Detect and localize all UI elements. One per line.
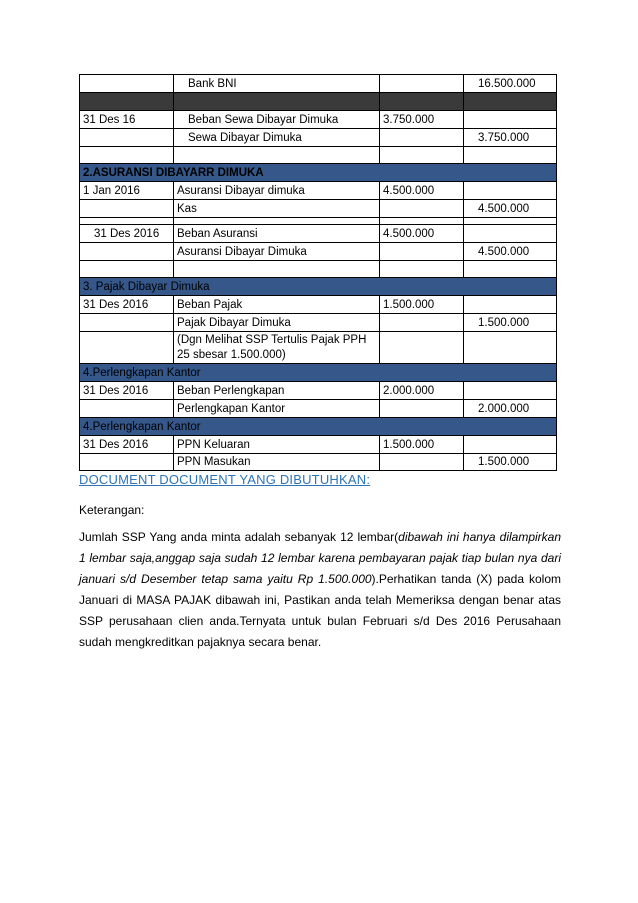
debit-cell bbox=[379, 75, 463, 92]
section-title: 2.ASURANSI DIBAYARR DIMUKA bbox=[79, 164, 557, 181]
date-cell bbox=[79, 400, 173, 417]
journal-row bbox=[79, 224, 557, 242]
credit-cell: 3.750.000 bbox=[463, 129, 557, 146]
account-cell: Beban Pajak bbox=[173, 296, 379, 313]
empty-cell bbox=[379, 93, 463, 110]
empty-cell bbox=[463, 93, 557, 110]
paragraph-italic-text: dibawah ini hanya dilampirkan 1 lembar saja,anggap saja sudah 12 lembar karena pembayaran pajak tiap bulan nya dari januari s/d Desember tetap sama yaitu Rp 1.500.000 bbox=[79, 530, 562, 586]
journal-row bbox=[79, 242, 557, 260]
account-cell: PPN Keluaran bbox=[173, 436, 379, 453]
credit-cell bbox=[463, 296, 557, 313]
date-cell bbox=[79, 129, 173, 146]
date-cell: 31 Des 2016 bbox=[79, 296, 173, 313]
section-header-row bbox=[79, 277, 557, 295]
keterangan-label: Keterangan: bbox=[79, 503, 145, 517]
empty-cell bbox=[173, 218, 379, 224]
account-cell: Beban Perlengkapan bbox=[173, 382, 379, 399]
empty-cell bbox=[79, 261, 173, 277]
journal-row bbox=[79, 331, 557, 363]
journal-row bbox=[79, 110, 557, 128]
date-cell: 31 Des 2016 bbox=[79, 225, 173, 242]
journal-row bbox=[79, 313, 557, 331]
debit-cell bbox=[379, 454, 463, 470]
empty-cell bbox=[379, 261, 463, 277]
paragraph-text-2: ).Perhatikan tanda (X) pada kolom Januari di MASA PAJAK dibawah ini, Pastikan anda telah Memeriksa dengan benar atas SSP perusahaan clien anda.Ternyata untuk bulan Februari s/d Des 2016 Perusahaan sudah mengkreditkan pajaknya secara benar. bbox=[79, 572, 562, 649]
journal-row bbox=[79, 453, 557, 471]
journal-row bbox=[79, 181, 557, 199]
debit-cell bbox=[379, 129, 463, 146]
empty-cell bbox=[173, 93, 379, 110]
date-cell: 31 Des 2016 bbox=[79, 382, 173, 399]
empty-cell bbox=[463, 218, 557, 224]
credit-cell bbox=[463, 111, 557, 128]
credit-cell: 2.000.000 bbox=[463, 400, 557, 417]
journal-row bbox=[79, 128, 557, 146]
empty-cell bbox=[79, 93, 173, 110]
debit-cell bbox=[379, 400, 463, 417]
credit-cell: 16.500.000 bbox=[463, 75, 557, 92]
section-header-row bbox=[79, 363, 557, 381]
blank-row bbox=[79, 146, 557, 163]
debit-cell: 1.500.000 bbox=[379, 436, 463, 453]
debit-cell: 4.500.000 bbox=[379, 182, 463, 199]
journal-row bbox=[79, 381, 557, 399]
credit-cell bbox=[463, 436, 557, 453]
account-cell: Asuransi Dibayar Dimuka bbox=[173, 243, 379, 260]
date-cell bbox=[79, 75, 173, 92]
date-cell bbox=[79, 332, 173, 363]
empty-cell bbox=[173, 261, 379, 277]
blank-row bbox=[79, 260, 557, 277]
debit-cell: 2.000.000 bbox=[379, 382, 463, 399]
credit-cell: 1.500.000 bbox=[463, 314, 557, 331]
credit-cell bbox=[463, 332, 557, 363]
account-cell: Kas bbox=[173, 200, 379, 217]
account-cell: Perlengkapan Kantor bbox=[173, 400, 379, 417]
credit-cell: 4.500.000 bbox=[463, 200, 557, 217]
debit-cell bbox=[379, 243, 463, 260]
date-cell: 31 Des 16 bbox=[79, 111, 173, 128]
debit-cell: 4.500.000 bbox=[379, 225, 463, 242]
blank-row bbox=[79, 217, 557, 224]
empty-cell bbox=[463, 261, 557, 277]
account-cell: Sewa Dibayar Dimuka bbox=[173, 129, 379, 146]
journal-row bbox=[79, 74, 557, 92]
account-cell: (Dgn Melihat SSP Tertulis Pajak PPH 25 sbesar 1.500.000) bbox=[173, 332, 379, 363]
date-cell bbox=[79, 200, 173, 217]
credit-cell bbox=[463, 382, 557, 399]
section-title: 4.Perlengkapan Kantor bbox=[79, 418, 557, 435]
journal-table bbox=[79, 74, 557, 471]
empty-cell bbox=[79, 147, 173, 163]
account-cell: PPN Masukan bbox=[173, 454, 379, 470]
journal-row bbox=[79, 199, 557, 217]
debit-cell: 3.750.000 bbox=[379, 111, 463, 128]
shaded-separator-row bbox=[79, 92, 557, 110]
paragraph-text-1: Jumlah SSP Yang anda minta adalah sebanyak 12 lembar( bbox=[79, 530, 399, 544]
journal-row bbox=[79, 435, 557, 453]
debit-cell bbox=[379, 200, 463, 217]
explanation-paragraph bbox=[79, 527, 561, 653]
credit-cell bbox=[463, 182, 557, 199]
section-header-row bbox=[79, 163, 557, 181]
debit-cell bbox=[379, 314, 463, 331]
journal-row bbox=[79, 295, 557, 313]
section-title: 3. Pajak Dibayar Dimuka bbox=[79, 278, 557, 295]
account-cell: Bank BNI bbox=[173, 75, 379, 92]
empty-cell bbox=[379, 218, 463, 224]
debit-cell: 1.500.000 bbox=[379, 296, 463, 313]
date-cell bbox=[79, 243, 173, 260]
date-cell bbox=[79, 454, 173, 470]
empty-cell bbox=[379, 147, 463, 163]
account-cell: Beban Asuransi bbox=[173, 225, 379, 242]
date-cell bbox=[79, 314, 173, 331]
section-header-row bbox=[79, 417, 557, 435]
empty-cell bbox=[173, 147, 379, 163]
date-cell: 1 Jan 2016 bbox=[79, 182, 173, 199]
empty-cell bbox=[79, 218, 173, 224]
account-cell: Beban Sewa Dibayar Dimuka bbox=[173, 111, 379, 128]
document-heading: DOCUMENT DOCUMENT YANG DIBUTUHKAN: bbox=[79, 472, 371, 487]
journal-row bbox=[79, 399, 557, 417]
credit-cell bbox=[463, 225, 557, 242]
empty-cell bbox=[463, 147, 557, 163]
credit-cell: 4.500.000 bbox=[463, 243, 557, 260]
debit-cell bbox=[379, 332, 463, 363]
account-cell: Asuransi Dibayar dimuka bbox=[173, 182, 379, 199]
date-cell: 31 Des 2016 bbox=[79, 436, 173, 453]
credit-cell: 1.500.000 bbox=[463, 454, 557, 470]
section-title: 4.Perlengkapan Kantor bbox=[79, 364, 557, 381]
account-cell: Pajak Dibayar Dimuka bbox=[173, 314, 379, 331]
